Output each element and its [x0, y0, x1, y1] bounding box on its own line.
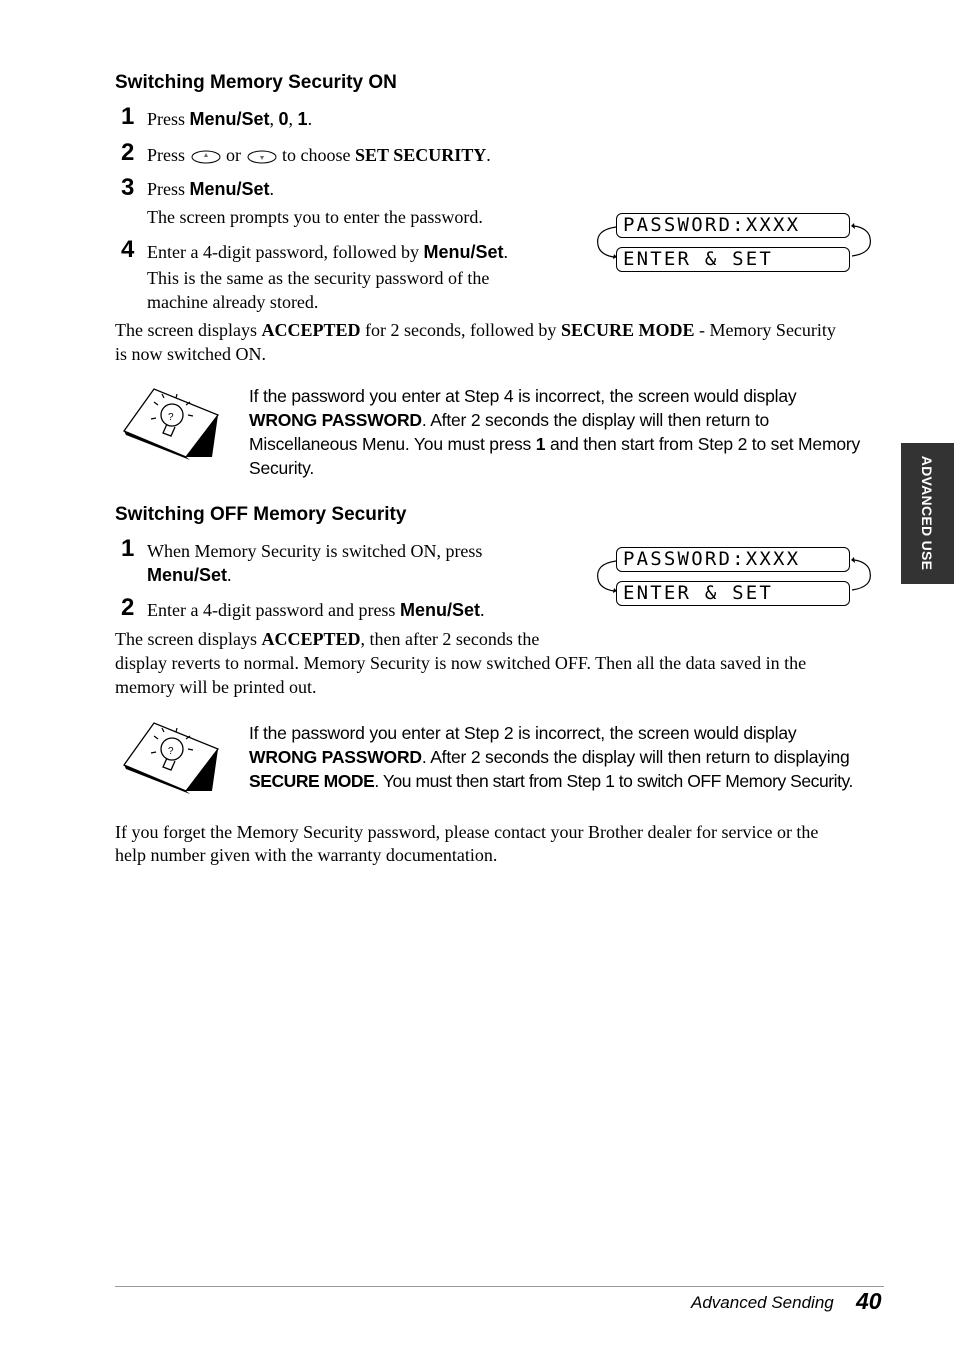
step-number: 1 [121, 535, 135, 562]
step-text: Press Menu/Set. [147, 179, 275, 199]
cycle-arrow-icon [850, 222, 874, 258]
footer-title: Advanced Sending [691, 1293, 834, 1312]
page-number: 40 [856, 1288, 882, 1314]
paragraph: The screen displays ACCEPTED, then after 2 seconds the [115, 629, 540, 649]
section-heading-off: Switching OFF Memory Security [115, 504, 407, 525]
svg-text:?: ? [168, 412, 174, 423]
cycle-arrow-icon [594, 559, 618, 595]
step-number: 2 [121, 139, 135, 166]
step-text: Enter a 4-digit password, followed by Menu/Set. [147, 242, 508, 262]
lcd-line-2: ENTER & SET [616, 581, 850, 606]
step-text: Menu/Set. [147, 565, 232, 585]
note-text: Miscellaneous Menu. You must press 1 and then start from Step 2 to set Memory [249, 434, 861, 454]
step-text: machine already stored. [147, 292, 319, 312]
note-text: Security. [249, 458, 314, 478]
cycle-arrow-icon [850, 556, 874, 592]
lightbulb-note-icon [120, 719, 220, 795]
chapter-side-tab-label: ADVANCED USE [919, 455, 935, 571]
step-text: Enter a 4-digit password and press Menu/Set. [147, 600, 485, 620]
paragraph: display reverts to normal. Memory Security is now switched OFF. Then all the data saved in the [115, 653, 807, 673]
paragraph: help number given with the warranty documentation. [115, 845, 498, 865]
step-number: 4 [121, 236, 135, 263]
paragraph: The screen displays ACCEPTED for 2 seconds, followed by SECURE MODE - Memory Security [115, 320, 836, 340]
lightbulb-note-icon [120, 385, 220, 461]
step-text: When Memory Security is switched ON, press [147, 541, 483, 561]
note-text: WRONG PASSWORD. After 2 seconds the display will then return to displaying [249, 747, 850, 767]
step-number: 3 [121, 174, 135, 201]
section-heading-on: Switching Memory Security ON [115, 72, 397, 93]
svg-text:?: ? [168, 746, 174, 757]
lcd-line-1: PASSWORD:XXXX [616, 213, 850, 238]
step-text: Press Menu/Set, 0, 1. [147, 109, 313, 129]
step-number: 1 [121, 103, 135, 130]
note-text: If the password you enter at Step 2 is incorrect, the screen would display [249, 723, 797, 743]
footer-rule [115, 1286, 884, 1287]
note-text: SECURE MODE. You must then start from Step 1 to switch OFF Memory Security. [249, 771, 853, 791]
paragraph: memory will be printed out. [115, 677, 317, 697]
note-text: If the password you enter at Step 4 is incorrect, the screen would display [249, 386, 797, 406]
cycle-arrow-icon [594, 225, 618, 261]
chapter-side-tab [901, 443, 954, 584]
paragraph: If you forget the Memory Security password, please contact your Brother dealer for service or the [115, 822, 819, 842]
step-text: This is the same as the security password of the [147, 268, 490, 288]
step-number: 2 [121, 594, 135, 621]
lcd-line-2: ENTER & SET [616, 247, 850, 272]
paragraph: is now switched ON. [115, 344, 266, 364]
down-arrow-key-icon [246, 148, 278, 164]
up-arrow-key-icon [190, 148, 222, 164]
step-text: The screen prompts you to enter the password. [147, 207, 483, 227]
lcd-line-1: PASSWORD:XXXX [616, 547, 850, 572]
note-text: WRONG PASSWORD. After 2 seconds the display will then return to [249, 410, 770, 430]
step-text: Press or to choose SET SECURITY. [147, 145, 491, 165]
